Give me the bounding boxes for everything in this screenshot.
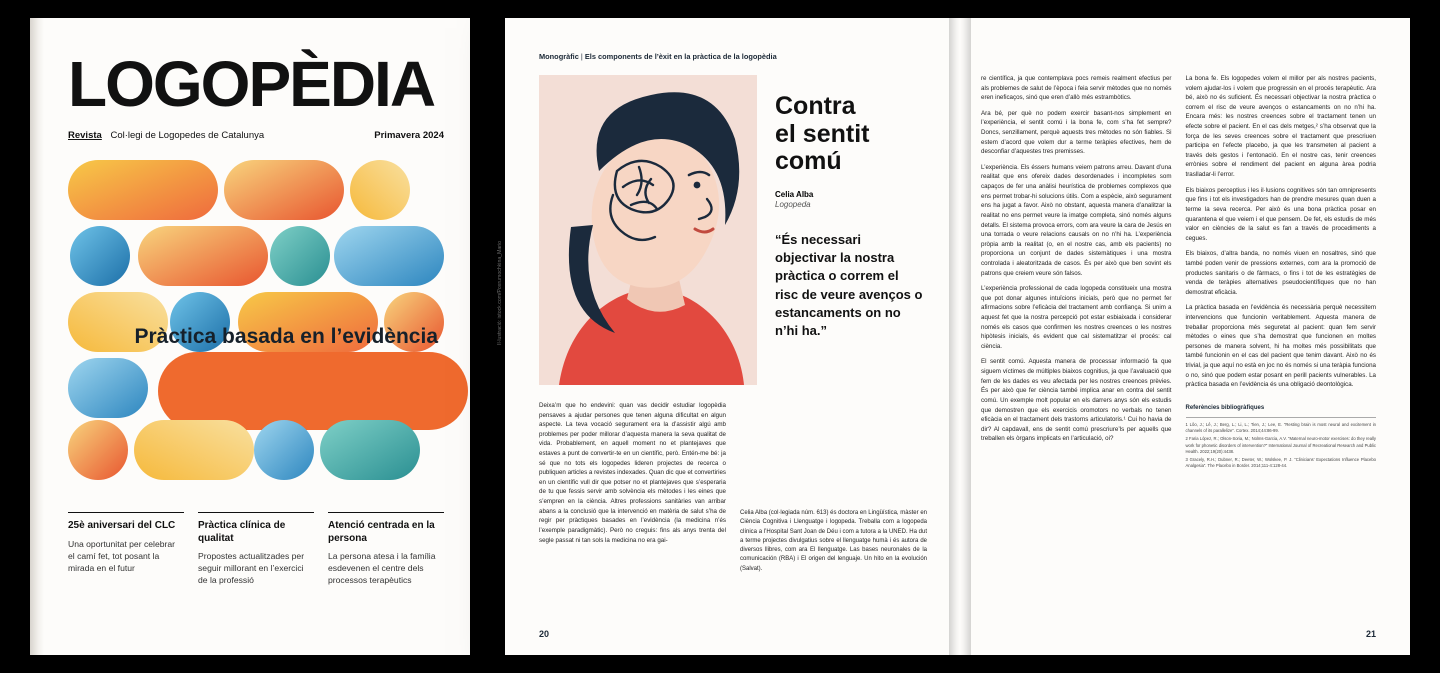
left-column-2	[740, 401, 927, 580]
cover-teaser-1	[68, 512, 184, 587]
cover-teaser-title: Pràctica clínica de qualitat	[198, 520, 286, 544]
article-title	[775, 93, 923, 176]
article-opener	[497, 75, 927, 385]
running-head-prefix: Monogràfic	[539, 52, 579, 61]
article-head	[757, 75, 927, 385]
author-role: Logopeda	[775, 200, 811, 210]
paragraph: Els biaixos, d’altra banda, no només viuen en nosaltres, sinó que també poden venir de pressions externes, com ara la promoció de productes sanitaris o de fàrmacs, o fins i tot de les estratègies de venda de teràpies alternatives pseudocientífiques que no han demostrat eficàcia.	[1185, 250, 1376, 296]
divider	[68, 512, 184, 513]
page-number-left: 20	[539, 629, 550, 639]
reference-item: 1 Lôo, J.; Lê, J.; Berg, L.; Li, L.; Tien, J.; Lee, E. “Resting brain is most neural and excitement in channels of its parallelize”. Cortex. 2014;44:86-99.	[1185, 421, 1376, 433]
paragraph: L’experiència professional de cada logopeda constitueix una mostra que pot donar algunes intuïcions inicials, però que no permet fer afirmacions sobre l’eficàcia del tractament amb confiança. Si unim a aquest fet que la nostra percepció pot estar esbiaixada i considerar només els casos que confirmen les nostres creences o les nostres hipòtesis inicials, és evident que cal sistematitzar el procés: cal ciència.	[981, 285, 1172, 350]
article-title-line2: el sentit comú	[775, 119, 870, 175]
illustration-woman-brain	[539, 75, 757, 385]
cover-teaser-text: Una oportunitat per celebrar el camí fet, tot posant la mirada en el futur	[68, 538, 176, 573]
article-illustration	[497, 75, 757, 385]
paragraph: L’experiència. Els éssers humans veiem patrons arreu. Davant d’una realitat que ens ofereix dades desordenades i incompletes som capaços de fer una anàlisi heurística de problemes complexos que ens permet trobar-hi solucions útils. Com a espècie, això segurament ens ha jugat a favor. Això no obstant, aquesta manera d’analitzar la realitat no ens permet veure la imatge completa, sinó només alguns detalls. El sistema provoca errors, com ara veure la cara de Jesús en una torrada o veure relacions causals on no n’hi ha. L’experiència pròpia amb la realitat (o, en el nostre cas, amb els pacients) no proporciona un conjunt de dades sistemàtiques i una mostra controlada i aleatoritzada de casos. És per això que ben sovint els patrons que creiem veure són falsos.	[981, 163, 1172, 277]
reference-item: 2 Faria López, R.; Olson-Soria, M.; Nolms-Garcia, A.V. “Maternal neuro-motor exercises: do they really work for phonetic disorders of intervention?” International Journal of Recreational Research and Public Health. 2022;19(20):4438.	[1185, 436, 1376, 454]
author-bio: Celia Alba (col·legiada núm. 613) és doctora en Lingüística, màster en Ciència Cognitiva i Llenguatge i logopeda. Treballa com a logopeda clínica a l’Hospital Sant Joan de Déu i com a tutora a la UNED. Ha dut a terme projectes divulgatius sobre el llenguatge humà i és autora de diversos llibres, com ara El llenguatge. Las bases neuronales de la comunicación (RBA) i El origen del lenguaje. Un hito en la evolución (Salvat).	[740, 510, 927, 572]
left-page-columns	[539, 401, 927, 580]
divider	[198, 512, 314, 513]
right-column-2	[1186, 74, 1377, 472]
paragraph: Els biaixos perceptius i les il·lusions cognitives són tan omnipresents que fins i tot els investigadors han de prendre mesures quan duen a terme la seva recerca. Per això és una bona pràctica posar en quarantena el que veiem i el que pensem. De fet, els estudis de més valor en ciències de la salut es fan a través de procediments a cegues.	[1185, 186, 1376, 242]
spread-page-right	[955, 18, 1410, 655]
left-column-1	[539, 401, 726, 580]
author-name: Celia Alba	[775, 189, 814, 199]
cover-teaser-text: La persona atesa i la família esdevenen el centre dels processos terapèutics	[328, 551, 436, 586]
reference-item: 3 Gracely, R.H.; Dubner, R.; Deeter, W.; Wolskee, P. J. “Clinicians’ Expectations Influence Placebo Analgesia”. The Placebo in Border. 2014;111-4:128-44.	[1185, 457, 1376, 469]
running-head-title: Els components de l’èxit en la pràctica de la logopèdia	[584, 52, 777, 61]
article-title-line1: Contra	[775, 92, 856, 120]
references-heading: Referències bibliogràfiques	[1185, 404, 1265, 411]
magazine-cover	[30, 18, 470, 655]
article-byline	[775, 190, 923, 212]
paragraph: La bona fe. Els logopedes volem el millor per als nostres pacients, volem ajudar-los i volem que progressin en el procés terapèutic. Ara bé, això no és suficient. És necessari objectivar la nostra pràctica o correm el risc de veure avenços o estancaments on no n’hi ha. Encara més: les nostres creences sobre el tractament tenen un efecte sobre el pacient. En el cas dels metges,² s’ha observat que la força de les seves creences sobre el tractament que prescriuen participa en l’efecte placebo, ja que les transmeten al pacient a través dels gestos i l’entonació. En el nostre cas, tenir creences errònies sobre el rendiment del pacient en alguna àrea podria traslladar-li l’error.	[1185, 75, 1376, 179]
cover-artwork	[68, 156, 444, 496]
paragraph: re científica, ja que contemplava pocs remeis realment efectius per als problemes de salut de l’època i feia servir mètodes que no només eren ineficaços, sinó que eren d’allò més estrambòtics.	[981, 75, 1172, 102]
cover-teaser-title: Atenció centrada en la persona	[328, 520, 435, 544]
paragraph: Ara bé, per què no podem exercir basant-nos simplement en l’experiència, el sentit comú i la bona fe, com s’ha fet sempre? Doncs, senzillament, perquè aquests tres mètodes no són fiables. Si estem d’acord que volem dur a terme teràpies efectives, hem de desconfiar d’aquestes tres premisses.	[981, 109, 1172, 156]
pull-quote: “És necessari objectivar la nostra pràctica o correm el risc de veure avenços o estancaments on no n’hi ha.”	[775, 232, 923, 339]
cover-publisher-block	[68, 130, 264, 143]
cover-teaser-title: 25è aniversari del CLC	[68, 520, 176, 532]
paragraph: Deixa’m que ho endevini: quan vas decidir estudiar logopèdia pensaves a ajudar persones que tenen alguna dificultat en algun aspecte. La teva vocació segurament era la d’assistir algú amb problemes per poder millorar d’aquesta manera la seva qualitat de vida. Probablement, en aquell moment no et plantejaves que estaves a punt de convertir-te en un científic, però. Entén-me bé: ja sé que no tots els logopedes lideren projectes de recerca o publiquen articles a revistes indexades. Quan dic que et convertiries en un científic vull dir que potser no et plantejaves que s’esperaria de tu que fessis servir amb solvència els mètodes i les eines que s’empren en la ciència. Altres professions sanitàries van arribar abans a la conclusió que la intervenció en matèria de salut s’ha de regir per pràctiques basades en l’evidència (la medicina n’és l’exemple paradigmàtic). Però no creguis: fins als anys trenta del segle passat ni tan sols la medicina no era gai-	[539, 402, 726, 544]
masthead-title: LOGOPÈDIA	[68, 48, 435, 120]
divider	[328, 512, 444, 513]
cover-revista-label: Revista	[68, 129, 102, 141]
cover-spine	[30, 18, 44, 655]
magazine-spread	[497, 18, 1410, 655]
right-column-1	[981, 74, 1172, 472]
paragraph: La pràctica basada en l’evidència és necessària perquè necessitem intervencions que funcionin veritablement. Aquesta manera de treballar proporciona més seguretat al pacient: quan fem servir mètodes o eines que s’ha demostrat que funcionen en moltes persones de manera solvent, hi ha moltes més possibilitats que també funcionin en el cas del pacient que tenim davant. Això no és trivial, ja que aquí no està en joc no és només si una teràpia funciona o no, sinó que podem estar posant en perill pacients vulnerables. La pràctica basada en l’evidència és una obligació deontològica.	[1185, 304, 1376, 389]
cover-teaser-3	[328, 512, 444, 587]
page-number-right: 21	[1365, 629, 1376, 639]
cover-headline: Pràctica basada en l’evidència	[134, 325, 438, 349]
running-head: Monogràfic | Els components de l’èxit en la pràctica de la logopèdia	[539, 52, 777, 61]
cover-teasers	[68, 512, 444, 587]
cover-meta	[68, 130, 444, 143]
illustration-credit: Il·lustració: istock.com/Poxrumochkina_Mario	[497, 240, 503, 345]
cover-issue: Primavera 2024	[374, 129, 444, 141]
cover-teaser-text: Propostes actualitzades per seguir millorant en l’exercici de la professió	[198, 551, 305, 586]
divider	[1186, 417, 1377, 418]
cover-teaser-2	[198, 512, 314, 587]
paragraph: El sentit comú. Aquesta manera de processar informació fa que siguem víctimes de múltiples biaixos cognitius, ja que l’avaluació que fem de les dades es veu afectada per les nostres creences prèvies. És per això que fer ciència també implica anar en contra del sentit comú. Un exemple molt popular en els darrers anys són els estudis que demostren que els exercicis oromotors no verbals no tenen eficàcia en el tractament dels trastorns articulatoris.¹ Cui ho havia de dir? Al capdavall, ens de sentit comú prescriure’ls per aquells que treballen els òrgans implicats en l’articulació, oi?	[981, 358, 1172, 443]
right-page-columns	[981, 74, 1376, 472]
cover-publisher: Col·legi de Logopedes de Catalunya	[110, 129, 265, 141]
references-block	[1186, 404, 1377, 470]
spread-page-left	[497, 18, 955, 655]
